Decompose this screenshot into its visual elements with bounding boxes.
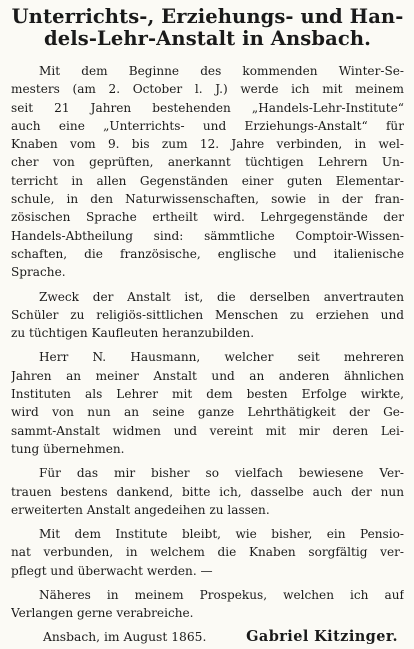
text-line: erweiterten Anstalt angedeihen zu lassen. [11,502,270,517]
paragraph [11,62,404,282]
text-line: wird von nun an seine ganze Lehrthätigkeit der Ge- [11,405,404,420]
signature: Gabriel Kitzinger. [246,627,398,645]
place-date: Ansbach, im August 1865. [43,629,207,644]
text-line: Knaben vom 9. bis zum 12. Jahre verbinden, in wel- [11,137,404,152]
ad-title [11,6,404,50]
text-line: Herr N. Hausmann, welcher seit mehreren [39,350,404,365]
text-line: zu tüchtigen Kaufleuten heranzubilden. [11,326,255,341]
text-line: Für das mir bisher so vielfach bewiesene Ver- [39,466,404,481]
text-line: Schüler zu religiös-sittlichen Menschen zu erziehen und [11,307,404,322]
text-line: zösischen Sprache ertheilt wird. Lehrgegenstände der [11,210,404,225]
text-line: schaften, die französische, englische und italienische [11,246,404,261]
closing [11,625,404,649]
paragraph [11,348,404,458]
text-line: schule, in den Naturwissenschaften, sowie in der fran- [11,192,404,207]
text-line: Handels-Abtheilung sind: sämmtliche Comptoir-Wissen- [11,228,404,243]
ad-body [11,62,404,623]
text-line: auch eine „Unterrichts- und Erziehungs-Anstalt“ für [11,118,404,133]
text-line: Mit dem Institute bleibt, wie bisher, ein Pensio- [39,527,404,542]
title-line: Unterrichts-, Erziehungs- und Han- [11,5,404,28]
text-line: seit 21 Jahren bestehenden „Handels-Lehr-Institute“ [11,100,404,115]
text-line: Verlangen gerne verabreiche. [11,606,194,621]
text-line: cher von geprüften, anerkannt tüchtigen Lehrern Un- [11,155,404,170]
title-line: dels-Lehr-Anstalt in Ansbach. [44,27,371,50]
text-line: Instituten als Lehrer mit dem besten Erfolge wirkte, [11,387,404,402]
paragraph [11,288,404,343]
text-line: Näheres in meinem Prospekus, welchen ich auf [39,588,404,603]
text-line: terricht in allen Gegenständen einer guten Elementar- [11,173,404,188]
text-line: Jahren an meiner Anstalt und an anderen ähnlichen [11,368,404,383]
paragraph [11,525,404,580]
paragraph [11,464,404,519]
text-line: Zweck der Anstalt ist, die derselben anvertrauten [39,289,404,304]
text-line: tung übernehmen. [11,441,125,456]
text-line: mesters (am 2. October l. J.) werde ich mit meinem [11,82,404,97]
text-line: Mit dem Beginne des kommenden Winter-Se- [39,64,404,78]
text-line: nat verbunden, in welchem die Knaben sorgfältig ver- [11,545,404,560]
text-line: sammt-Anstalt widmen und vereint mit mir deren Lei- [11,423,404,438]
text-line: Sprache. [11,265,66,280]
text-line: pflegt und überwacht werden. — [11,563,213,578]
text-line: trauen bestens dankend, bitte ich, dasselbe auch der nun [11,484,404,499]
paragraph [11,586,404,623]
